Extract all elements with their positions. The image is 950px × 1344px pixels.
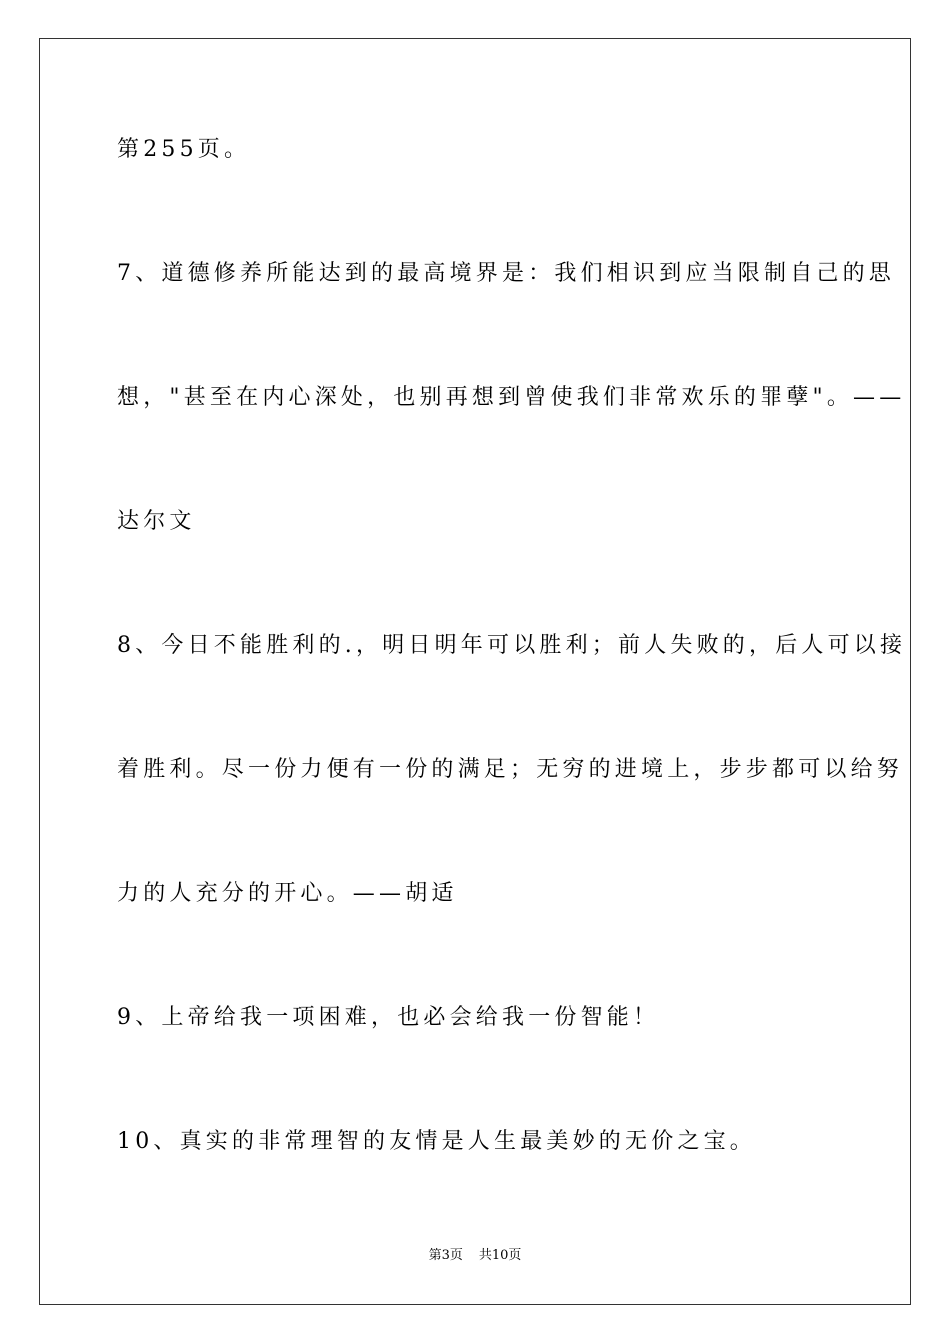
page-number-total: 共10页 [478, 1248, 522, 1263]
text-line-3: 想，"甚至在内心深处，也别再想到曾使我们非常欢乐的罪孽"。—— [117, 385, 906, 410]
text-line-1: 第255页。 [117, 137, 251, 162]
page-border [39, 38, 911, 1305]
text-line-2: 7、道德修养所能达到的最高境界是：我们相识到应当限制自己的思 [117, 261, 895, 286]
text-line-8: 9、上帝给我一项困难，也必会给我一份智能！ [117, 1005, 660, 1030]
page-number-current: 第3页 [428, 1248, 463, 1263]
page-footer [0, 1247, 950, 1265]
text-line-6: 着胜利。尽一份力便有一份的满足；无穷的进境上，步步都可以给努 [117, 757, 904, 782]
text-line-5: 8、今日不能胜利的.，明日明年可以胜利；前人失败的，后人可以接 [117, 633, 907, 658]
text-line-4: 达尔文 [117, 509, 196, 534]
text-line-9: 10、真实的非常理智的友情是人生最美妙的无价之宝。 [117, 1129, 756, 1154]
text-line-7: 力的人充分的开心。——胡适 [117, 881, 458, 906]
